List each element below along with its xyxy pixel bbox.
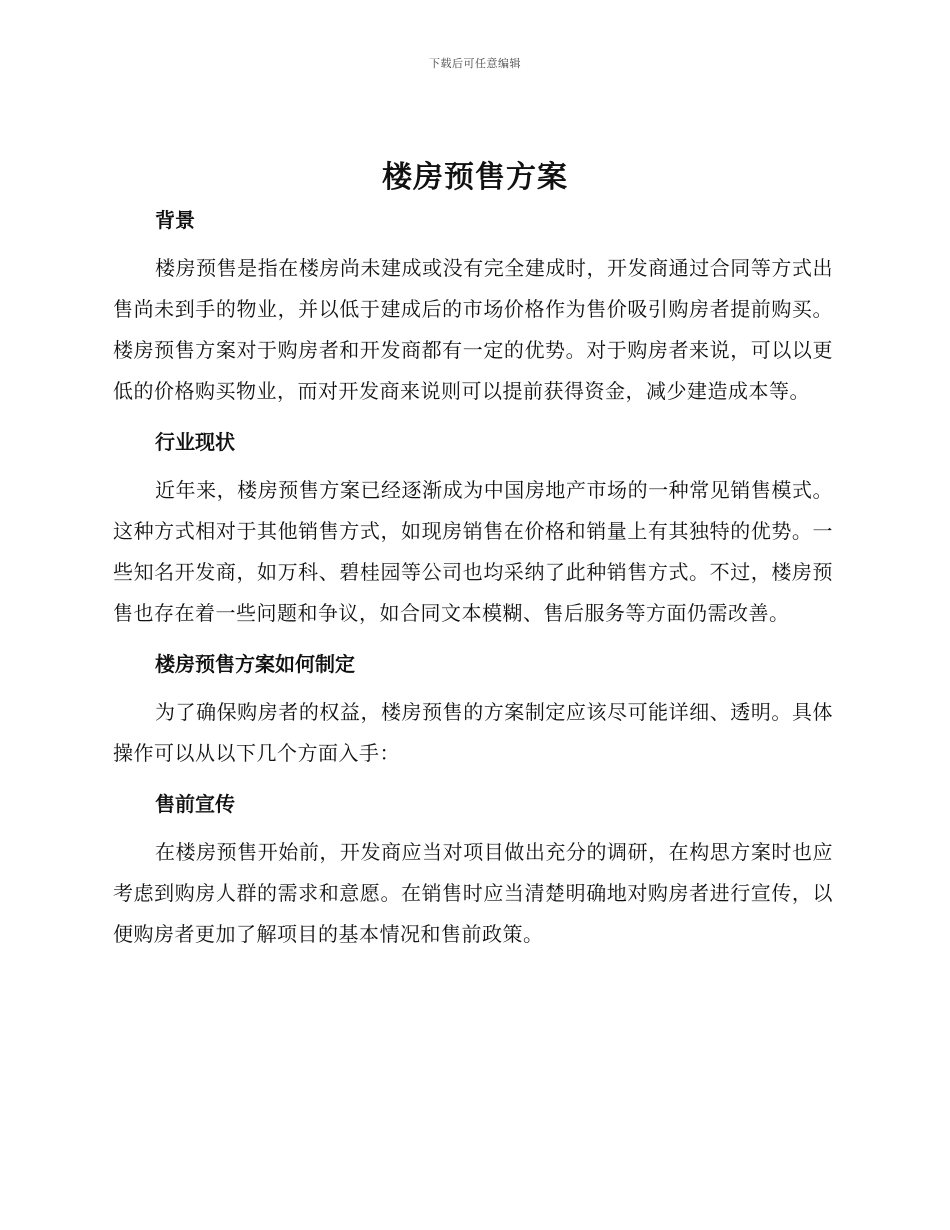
header-note: 下载后可任意编辑	[429, 57, 521, 70]
document-title: 楼房预售方案	[382, 160, 568, 195]
section-paragraph: 楼房预售是指在楼房尚未建成或没有完全建成时，开发商通过合同等方式出售尚未到手的物业，并以低于建成后的市场价格作为售价吸引购房者提前购买。楼房预售方案对于购房者和开发商都有一定的优势。对于购房者来说，可以以更低的价格购买物业，而对开发商来说则可以提前获得资金，减少建造成本等。	[113, 256, 833, 403]
section-paragraph: 为了确保购房者的权益，楼房预售的方案制定应该尽可能详细、透明。具体操作可以从以下几个方面入手：	[113, 700, 833, 765]
document-body	[113, 200, 833, 965]
section-heading: 楼房预售方案如何制定	[155, 652, 355, 676]
section-background	[113, 200, 833, 412]
section-heading: 行业现状	[155, 430, 235, 454]
section-presale-promotion	[113, 784, 833, 955]
section-how-to-plan	[113, 644, 833, 774]
section-industry-status	[113, 422, 833, 634]
section-paragraph: 近年来，楼房预售方案已经逐渐成为中国房地产市场的一种常见销售模式。这种方式相对于其他销售方式，如现房销售在价格和销量上有其独特的优势。一些知名开发商，如万科、碧桂园等公司也均采纳了此种销售方式。不过，楼房预售也存在着一些问题和争议，如合同文本模糊、售后服务等方面仍需改善。	[113, 478, 833, 625]
section-heading: 背景	[155, 208, 195, 232]
section-paragraph: 在楼房预售开始前，开发商应当对项目做出充分的调研，在构思方案时也应考虑到购房人群的需求和意愿。在销售时应当清楚明确地对购房者进行宣传，以便购房者更加了解项目的基本情况和售前政策。	[113, 840, 833, 946]
section-heading: 售前宣传	[155, 792, 235, 816]
